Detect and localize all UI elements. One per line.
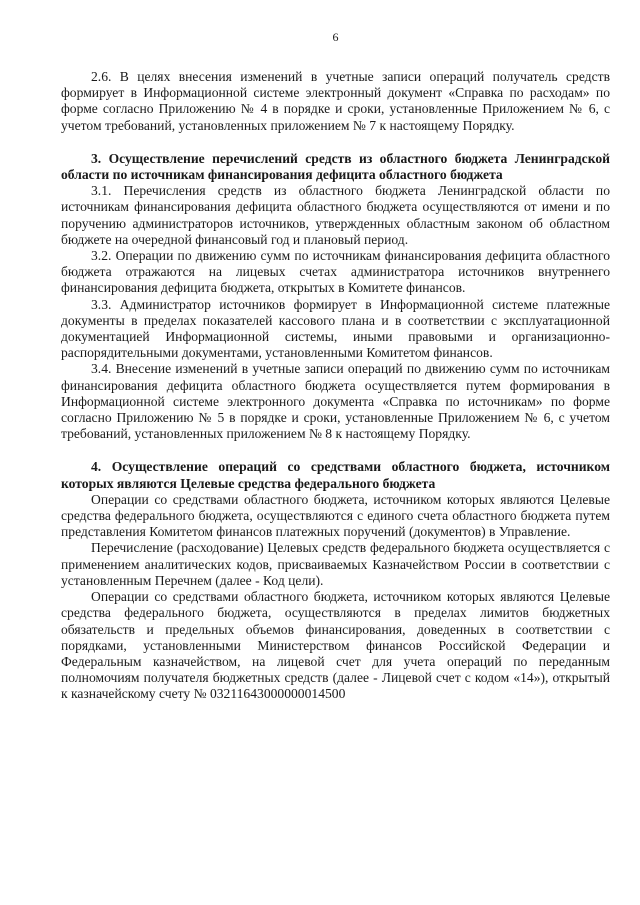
spacer	[61, 442, 610, 459]
paragraph-3-1: 3.1. Перечисления средств из областного бюджета Ленинградской области по источникам финансирования дефицита областного бюджета осуществляются от имени и по поручению администраторов источников, утвержденных областным законом об областном бюджете на очередной финансовый год и плановый период.	[61, 183, 610, 247]
paragraph-2-6: 2.6. В целях внесения изменений в учетные записи операций получатель средств формирует в Информационной системе электронный документ «Справка по расходам» по форме согласно Приложению № 4 в порядке и сроки, установленные Приложением № 6, с учетом требований, установленных приложением № 7 к настоящему Порядку.	[61, 69, 610, 133]
page-number: 6	[332, 30, 339, 44]
paragraph-4-2: Перечисление (расходование) Целевых средств федерального бюджета осуществляется с применением аналитических кодов, присваиваемых Казначейством России в соответствии с установленным Перечнем (далее - Код цели).	[61, 540, 610, 588]
paragraph-4-3: Операции со средствами областного бюджета, источником которых являются Целевые средства федерального бюджета, осуществляются в пределах лимитов бюджетных обязательств и предельных объемов финансирования, доведенных в соответствии с порядками, установленными Министерством финансов Российской Федерации и Федеральным казначейством, на лицевой счет для учета операций по переданным полномочиям получателя бюджетных средств (далее - Лицевой счет с кодом «14»), открытый к казначейскому счету № 03211643000000014500	[61, 589, 610, 702]
section-4-heading: 4. Осуществление операций со средствами областного бюджета, источником которых являются Целевые средства федерального бюджета	[61, 459, 610, 491]
section-3-heading: 3. Осуществление перечислений средств из областного бюджета Ленинградской области по источникам финансирования дефицита областного бюджета	[61, 150, 610, 183]
spacer	[61, 134, 610, 151]
paragraph-3-3: 3.3. Администратор источников формирует в Информационной системе платежные документы в пределах показателей кассового плана и в соответствии с эксплуатационной документацией Информационной системы, иными правовыми и организационно-распорядительными документами, установленными Комитетом финансов.	[61, 296, 610, 361]
paragraph-3-4: 3.4. Внесение изменений в учетные записи операций по движению сумм по источникам финансирования дефицита областного бюджета осуществляется путем формирования в Информационной системе электронного документа «Справка по источникам» по форме согласно Приложению № 5 в порядке и сроки, установленные Приложением № 6, с учетом требований, установленных приложением № 8 к настоящему Порядку.	[61, 361, 610, 442]
paragraph-3-2: 3.2. Операции по движению сумм по источникам финансирования дефицита областного бюджета отражаются на лицевых счетах администратора источников внутреннего финансирования дефицита бюджета, открытых в Комитете финансов.	[61, 248, 610, 296]
paragraph-4-1: Операции со средствами областного бюджета, источником которых являются Целевые средства федерального бюджета, осуществляются с единого счета областного бюджета путем представления Комитетом финансов платежных поручений (документов) в Управление.	[61, 491, 610, 540]
